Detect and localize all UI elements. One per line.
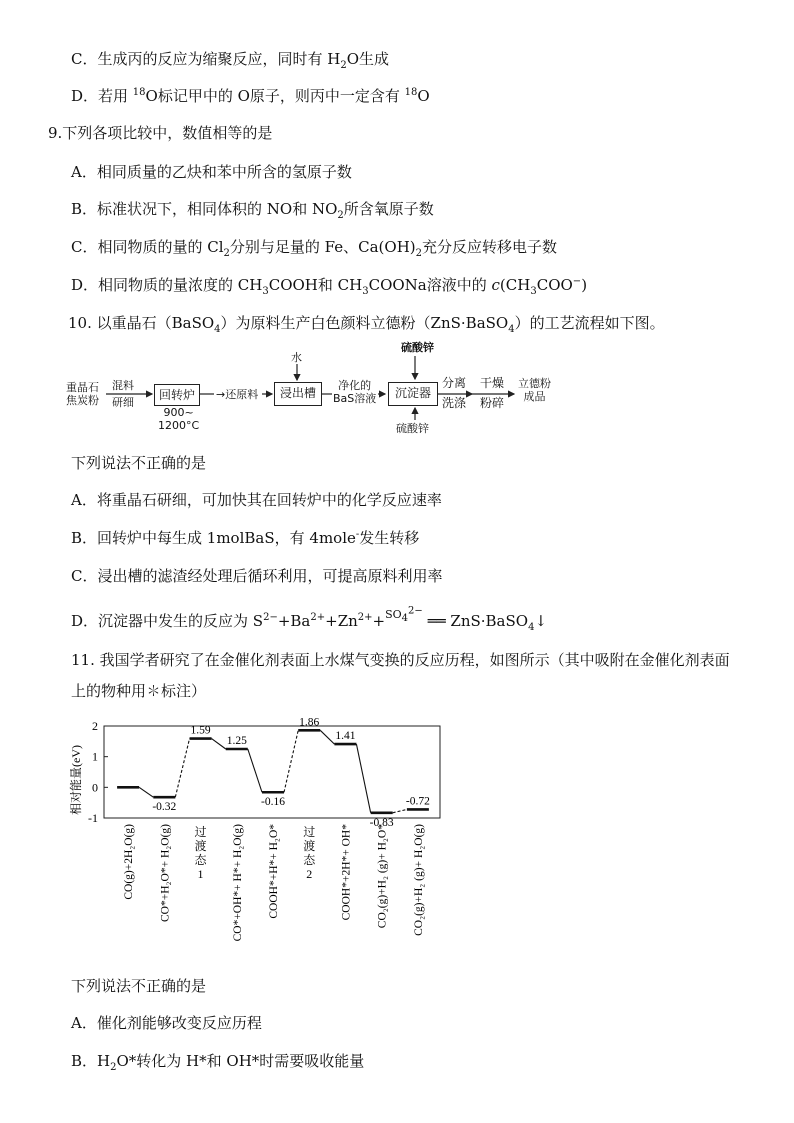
flow-product: 立德粉 成品: [518, 377, 551, 403]
x-category-label: 过: [194, 825, 207, 839]
q8-option-d: D．若用 $^{18}$O标记甲中的 O原子，则丙中一定含有 $^{18}$O: [71, 87, 430, 105]
energy-connector: [139, 787, 153, 797]
flow-mix-label: 混料: [112, 379, 134, 392]
q11-stem-line1: 11. 我国学者研究了在金催化剂表面上水煤气变换的反应历程，如图所示（其中吸附在金催化剂表面: [71, 651, 730, 669]
q8-option-c: C．生成丙的反应为缩聚反应，同时有 $H_2O$生成: [71, 50, 390, 71]
flow-znso4-bottom: 硫酸锌: [396, 422, 429, 435]
q10-option-b: B．回转炉中每生成 1molBaS，有 4mole-发生转移: [71, 529, 420, 547]
flow-purified-bas: 净化的 BaS溶液: [333, 379, 377, 405]
flow-znso4-top: 硫酸锌: [401, 341, 434, 354]
energy-value-label: -0.32: [152, 801, 177, 814]
energy-value-label: 1.59: [190, 724, 211, 737]
q11-stem-line2: 上的物种用✽标注）: [71, 682, 207, 700]
x-category-label: CO*+OH*+ H*+ H₂O(g): [231, 824, 244, 942]
flow-temperature: 900~ 1200°C: [158, 406, 200, 432]
energy-connector: [212, 739, 226, 749]
process-flowchart: [60, 340, 580, 440]
energy-connector: [175, 739, 189, 798]
x-category-label: CO(g)+2H₂O(g): [123, 824, 136, 900]
y-tick-label: 2: [92, 719, 98, 733]
x-category-label: CO₂(g)+H₂ (g)+ H₂O(g): [412, 824, 425, 936]
flow-crush: 粉碎: [480, 396, 505, 410]
flow-separate: 分离: [442, 376, 467, 390]
q11-option-a: A．催化剂能够改变反应历程: [71, 1014, 262, 1032]
x-category-label: CO*+H₂O*+ H₂O(g): [159, 824, 172, 922]
y-axis-label: 相对能量(eV): [69, 745, 83, 815]
q10-ask: 下列说法不正确的是: [71, 454, 207, 472]
x-category-label: COOH*+H*+ H₂O*: [268, 824, 280, 919]
q11-option-b: B．$H_2O*$转化为 H*和 OH*时需要吸收能量: [71, 1052, 365, 1073]
x-category-label: 2: [306, 867, 313, 881]
flow-wash: 洗涤: [442, 396, 467, 410]
x-category-label: 渡: [194, 839, 207, 853]
energy-diagram: [66, 718, 446, 958]
y-tick-label: -1: [88, 811, 98, 825]
flow-dry: 干燥: [480, 376, 505, 390]
x-category-label: CO₂(g)+H₂ (g)+ H₂O*: [376, 824, 389, 929]
q9-stem: 9.下列各项比较中，数值相等的是: [48, 124, 273, 142]
energy-value-label: -0.83: [369, 816, 394, 829]
y-tick-label: 0: [92, 780, 98, 795]
x-category-label: COOH*+2H*+ OH*: [340, 824, 353, 921]
q9-option-d: D．相同物质的量浓度的 $CH_3COOH$和 $CH_3COONa$溶液中的 $c(CH_3COO^-)$: [71, 276, 588, 297]
x-category-label: 渡: [303, 839, 316, 853]
q10-option-c: C．浸出槽的滤渣经处理后循环利用，可提高原料利用率: [71, 567, 443, 585]
energy-connector: [248, 749, 262, 792]
q10-stem: 10. 以重晶石（BaSO$_4$）为原料生产白色颜料立德粉（ZnS·BaSO$_4$）的工艺流程如下图。: [68, 314, 665, 335]
q9-option-a: A．相同质量的乙炔和苯中所含的氢原子数: [71, 163, 352, 181]
x-category-label: 1: [197, 867, 204, 881]
flow-grind-label: 研细: [112, 396, 134, 409]
energy-connector: [284, 730, 298, 792]
flow-water: 水: [291, 351, 302, 364]
energy-connector: [320, 730, 334, 744]
energy-connector: [393, 809, 407, 812]
energy-value-label: -0.72: [405, 795, 430, 808]
x-category-label: 过: [303, 825, 316, 839]
energy-value-label: 1.86: [299, 718, 320, 729]
energy-value-label: -0.16: [261, 796, 285, 809]
flow-rotary-furnace: 回转炉: [154, 384, 200, 406]
energy-connector: [356, 744, 370, 813]
flow-raw-materials: 重晶石 焦炭粉: [66, 381, 99, 407]
q9-option-b: B．标准状况下，相同体积的 NO和 $NO_2$所含氧原子数: [71, 200, 434, 221]
flow-reduced-material: →还原料: [216, 388, 259, 401]
flow-precipitator: 沉淀器: [388, 382, 438, 406]
q10-option-a: A．将重晶石研细，可加快其在回转炉中的化学反应速率: [71, 491, 442, 509]
x-category-label: 态: [303, 853, 316, 867]
q10-option-d: D．沉淀器中发生的反应为 $S^{2-}+Ba^{2+}+Zn^{2+}+SO_4^{2-}$ ══ ZnS·BaSO$_4$↓: [71, 605, 548, 633]
x-category-label: 态: [194, 853, 207, 867]
y-tick-label: 1: [92, 749, 98, 764]
q9-option-c: C．相同物质的量的 $Cl_2$分别与足量的 Fe、$Ca(OH)_2$充分反应转移电子数: [71, 238, 558, 259]
energy-chart-svg: [66, 718, 446, 958]
q11-ask: 下列说法不正确的是: [71, 977, 207, 995]
energy-value-label: 1.25: [226, 735, 247, 747]
energy-value-label: 1.41: [335, 730, 356, 743]
flow-leach-tank: 浸出槽: [274, 382, 322, 406]
